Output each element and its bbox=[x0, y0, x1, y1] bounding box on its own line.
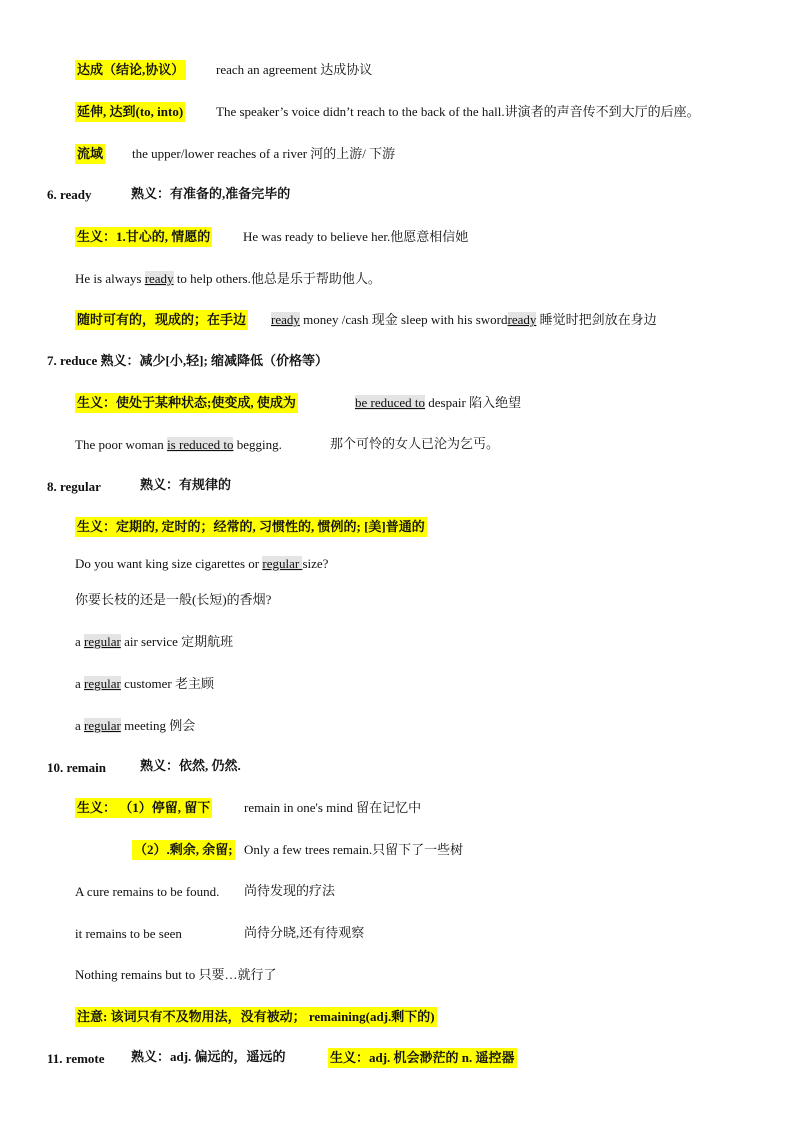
familiar-meaning: 熟义：adj. 偏远的，遥远的 bbox=[131, 1049, 286, 1064]
example-text: He is always bbox=[75, 271, 145, 286]
example-sentence bbox=[271, 311, 657, 329]
keyword: is reduced to bbox=[167, 437, 234, 452]
example-sentence bbox=[75, 270, 381, 288]
example-text: remain in one's mind 留在记忆中 bbox=[244, 800, 422, 815]
example-text: The poor woman bbox=[75, 437, 168, 452]
sense-tag: 延伸, 达到(to, into) bbox=[75, 102, 185, 122]
example-text: Do you want king size cigarettes or bbox=[75, 556, 263, 571]
note-tag: 注意: 该词只有不及物用法，没有被动； remaining(adj.剩下的) bbox=[75, 1007, 437, 1027]
sense-tag: 随时可有的，现成的；在手边 bbox=[75, 310, 248, 330]
example-text: the upper/lower reaches of a river 河的上游/ 下游 bbox=[132, 146, 396, 161]
familiar-meaning: 熟义：有规律的 bbox=[140, 477, 232, 492]
example-sentence bbox=[75, 436, 282, 454]
sense-tag: 生义：使处于某种状态;使变成, 使成为 bbox=[75, 393, 298, 413]
example-sentence bbox=[355, 394, 521, 412]
example-text: despair 陷入绝望 bbox=[425, 395, 522, 410]
example-text: air service 定期航班 bbox=[120, 634, 234, 649]
example-text: meeting 例会 bbox=[120, 718, 196, 733]
example-sentence bbox=[75, 717, 195, 735]
example-text: a bbox=[75, 718, 85, 733]
example-text: The speaker’s voice didn’t reach to the back of the hall.讲演者的声音传不到大厅的后座。 bbox=[216, 104, 700, 119]
keyword: regular bbox=[262, 556, 303, 571]
translation-text: 你要长枝的还是一般(长短)的香烟? bbox=[75, 592, 272, 607]
example-sentence bbox=[75, 675, 214, 693]
entry-heading: 6. ready bbox=[47, 187, 92, 202]
example-sentence bbox=[75, 555, 328, 573]
example-text: size? bbox=[302, 556, 329, 571]
translation-text: 尚待发现的疗法 bbox=[244, 883, 336, 898]
sense-tag: 生义：1.甘心的, 情愿的 bbox=[75, 227, 212, 247]
example-text: 睡觉时把剑放在身边 bbox=[536, 312, 657, 327]
entry-heading: 11. remote bbox=[47, 1051, 105, 1066]
sense-tag: 生义： （1）停留, 留下 bbox=[75, 798, 212, 818]
keyword: regular bbox=[84, 718, 121, 733]
entry-heading: 7. reduce 熟义：减少[小,轻]; 缩减降低（价格等） bbox=[47, 353, 329, 368]
sense-tag: 流域 bbox=[75, 144, 105, 164]
familiar-meaning: 熟义：有准备的,准备完毕的 bbox=[131, 186, 291, 201]
entry-heading: 10. remain bbox=[47, 760, 106, 775]
example-text: Only a few trees remain.只留下了一些树 bbox=[244, 842, 464, 857]
example-text: Nothing remains but to 只要…就行了 bbox=[75, 967, 277, 982]
example-text: reach an agreement 达成协议 bbox=[216, 62, 373, 77]
sense-tag: （2）.剩余, 余留; bbox=[132, 840, 235, 860]
keyword: regular bbox=[84, 634, 121, 649]
sense-tag: 生义：定期的, 定时的；经常的, 习惯性的, 惯例的; [美]普通的 bbox=[75, 517, 427, 537]
example-text: begging. bbox=[233, 437, 282, 452]
example-text: it remains to be seen bbox=[75, 926, 182, 941]
familiar-meaning: 熟义：依然, 仍然. bbox=[140, 758, 241, 773]
keyword: ready bbox=[144, 271, 174, 286]
translation-text: 那个可怜的女人已沦为乞丐。 bbox=[330, 436, 500, 451]
example-text: a bbox=[75, 634, 85, 649]
example-text: to help others.他总是乐于帮助他人。 bbox=[173, 271, 381, 286]
sense-tag: 达成（结论,协议） bbox=[75, 60, 186, 80]
example-text: A cure remains to be found. bbox=[75, 884, 220, 899]
keyword: regular bbox=[84, 676, 121, 691]
example-text: He was ready to believe her.他愿意相信她 bbox=[243, 229, 469, 244]
example-sentence bbox=[75, 633, 233, 651]
entry-heading: 8. regular bbox=[47, 479, 101, 494]
keyword: be reduced to bbox=[355, 395, 426, 410]
example-text: customer 老主顾 bbox=[120, 676, 214, 691]
keyword: ready bbox=[507, 312, 537, 327]
keyword: ready bbox=[271, 312, 300, 327]
translation-text: 尚待分晓,还有待观察 bbox=[244, 925, 365, 940]
sense-tag: 生义：adj. 机会渺茫的 n. 遥控器 bbox=[328, 1048, 517, 1068]
example-text: a bbox=[75, 676, 85, 691]
example-text: money /cash 现金 sleep with his sword bbox=[299, 312, 508, 327]
